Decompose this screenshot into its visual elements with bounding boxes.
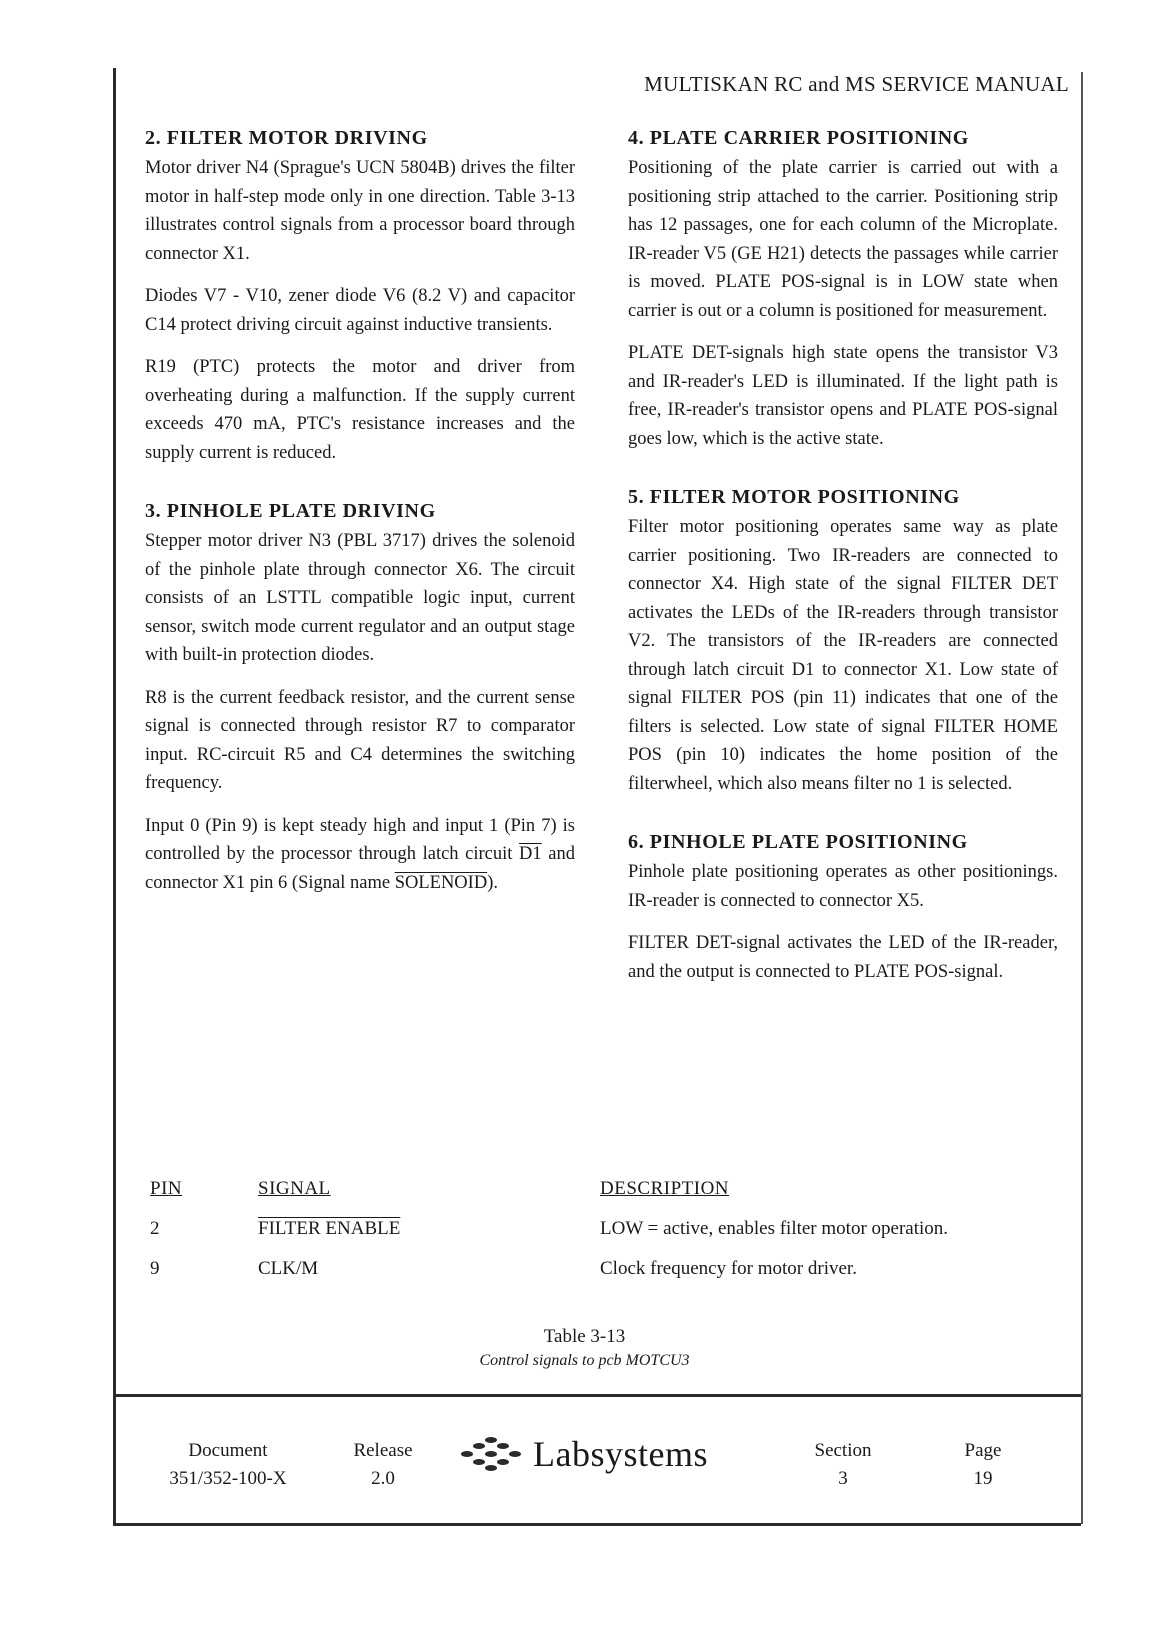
section-pinhole-plate-driving (145, 497, 575, 897)
section-heading: 5. FILTER MOTOR POSITIONING (628, 486, 960, 508)
table-cell-pin: 9 (150, 1258, 160, 1279)
right-column (628, 124, 1058, 1008)
footer-page-label: Page (964, 1440, 1002, 1461)
table-cell-signal: FILTER ENABLE (258, 1218, 401, 1239)
column-header-description: DESCRIPTION (600, 1178, 730, 1199)
section-heading: 2. FILTER MOTOR DRIVING (145, 127, 428, 149)
footer-document (153, 1437, 303, 1493)
right-margin-rule (1081, 72, 1083, 1524)
paragraph-text: and connector X1 pin 6 (Signal name (145, 844, 575, 893)
table-row (150, 1218, 1070, 1258)
section-heading: 3. PINHOLE PLATE DRIVING (145, 500, 436, 522)
labsystems-logo-icon (457, 1434, 527, 1474)
table-cell-description: LOW = active, enables filter motor operation. (600, 1218, 949, 1239)
footer-section-label: Section (814, 1440, 872, 1461)
column-header-signal: SIGNAL (258, 1178, 331, 1199)
caption-subtitle: Control signals to pcb MOTCU3 (479, 1352, 690, 1369)
section-heading: 6. PINHOLE PLATE POSITIONING (628, 831, 968, 853)
paragraph: Motor driver N4 (Sprague's UCN 5804B) drives the filter motor in half-step mode only in one direction. Table 3-13 illustrates control signals from a processor board through connector X1. (145, 158, 575, 264)
table-cell-pin: 2 (150, 1218, 160, 1239)
section-plate-carrier-positioning (628, 124, 1058, 453)
footer-page-value: 19 (973, 1468, 993, 1489)
paragraph-text: ). (487, 872, 498, 893)
footer-section (793, 1437, 893, 1493)
paragraph: Pinhole plate positioning operates as other positionings. IR-reader is connected to connector X5. (628, 862, 1058, 911)
paragraph: R19 (PTC) protects the motor and driver from overheating during a malfunction. If the supply current exceeds 470 mA, PTC's resistance increases and the supply current is reduced. (145, 357, 575, 463)
signal-solenoid: SOLENOID (394, 872, 488, 893)
page-footer (113, 1394, 1081, 1526)
table-cell-signal: CLK/M (258, 1258, 319, 1279)
section-filter-motor-driving (145, 124, 575, 467)
labsystems-logo (457, 1433, 708, 1475)
footer-release-label: Release (353, 1440, 413, 1461)
paragraph: R8 is the current feedback resistor, and the current sense signal is connected through resistor R7 to comparator input. RC-circuit R5 and C4 determines the switching frequency. (145, 687, 575, 793)
paragraph (145, 812, 575, 898)
footer-section-value: 3 (838, 1468, 848, 1489)
caption-title: Table 3-13 (543, 1326, 626, 1347)
left-margin-rule (113, 68, 116, 1524)
footer-document-label: Document (188, 1440, 268, 1461)
footer-page (943, 1437, 1023, 1493)
signal-table (150, 1178, 1070, 1298)
table-header-row (150, 1178, 1070, 1218)
section-filter-motor-positioning (628, 483, 1058, 798)
paragraph: Stepper motor driver N3 (PBL 3717) drives the solenoid of the pinhole plate through connector X6. The circuit consists of an LSTTL compatible logic input, current sensor, switch mode current regulator and an output stage with built-in protection diodes. (145, 531, 575, 665)
paragraph: PLATE DET-signals high state opens the transistor V3 and IR-reader's LED is illuminated. If the light path is free, IR-reader's transistor opens and PLATE POS-signal goes low, which is the active state. (628, 343, 1058, 449)
paragraph-text: Input 0 (Pin 9) is kept steady high and input 1 (Pin 7) is controlled by the processor through latch circuit (145, 815, 575, 864)
signal-d1: D1 (519, 844, 542, 864)
table-cell-description: Clock frequency for motor driver. (600, 1258, 857, 1279)
table-caption (0, 1326, 1169, 1370)
footer-release (328, 1437, 438, 1493)
section-pinhole-plate-positioning (628, 828, 1058, 986)
paragraph: Positioning of the plate carrier is carried out with a positioning strip attached to the carrier. Positioning strip has 12 passages, one for each column of the Microplate. IR-reader V5 (GE H21) detects the passages while carrier is moved. PLATE POS-signal is in LOW state when carrier is out or a column is positioned for measurement. (628, 158, 1058, 321)
column-header-pin: PIN (150, 1178, 183, 1199)
paragraph: Diodes V7 - V10, zener diode V6 (8.2 V) and capacitor C14 protect driving circuit against inductive transients. (145, 286, 575, 335)
footer-release-value: 2.0 (371, 1468, 395, 1489)
footer-document-value: 351/352-100-X (169, 1468, 287, 1489)
section-heading: 4. PLATE CARRIER POSITIONING (628, 127, 969, 149)
running-header: MULTISKAN RC and MS SERVICE MANUAL (644, 72, 1069, 96)
paragraph: Filter motor positioning operates same way as plate carrier positioning. Two IR-readers are connected to connector X4. High state of the signal FILTER DET activates the LEDs of the IR-readers through transistor V2. The transistors of the IR-readers are connected through latch circuit D1 to connector X1. Low state of signal FILTER POS (pin 11) indicates that one of the filters is selected. Low state of signal FILTER HOME POS (pin 10) indicates the home position of the filterwheel, which also means filter no 1 is selected. (628, 517, 1058, 794)
paragraph: FILTER DET-signal activates the LED of the IR-reader, and the output is connected to PLATE POS-signal. (628, 933, 1058, 982)
left-column (145, 124, 575, 919)
brand-name: Labsystems (533, 1434, 708, 1474)
table-row (150, 1258, 1070, 1298)
